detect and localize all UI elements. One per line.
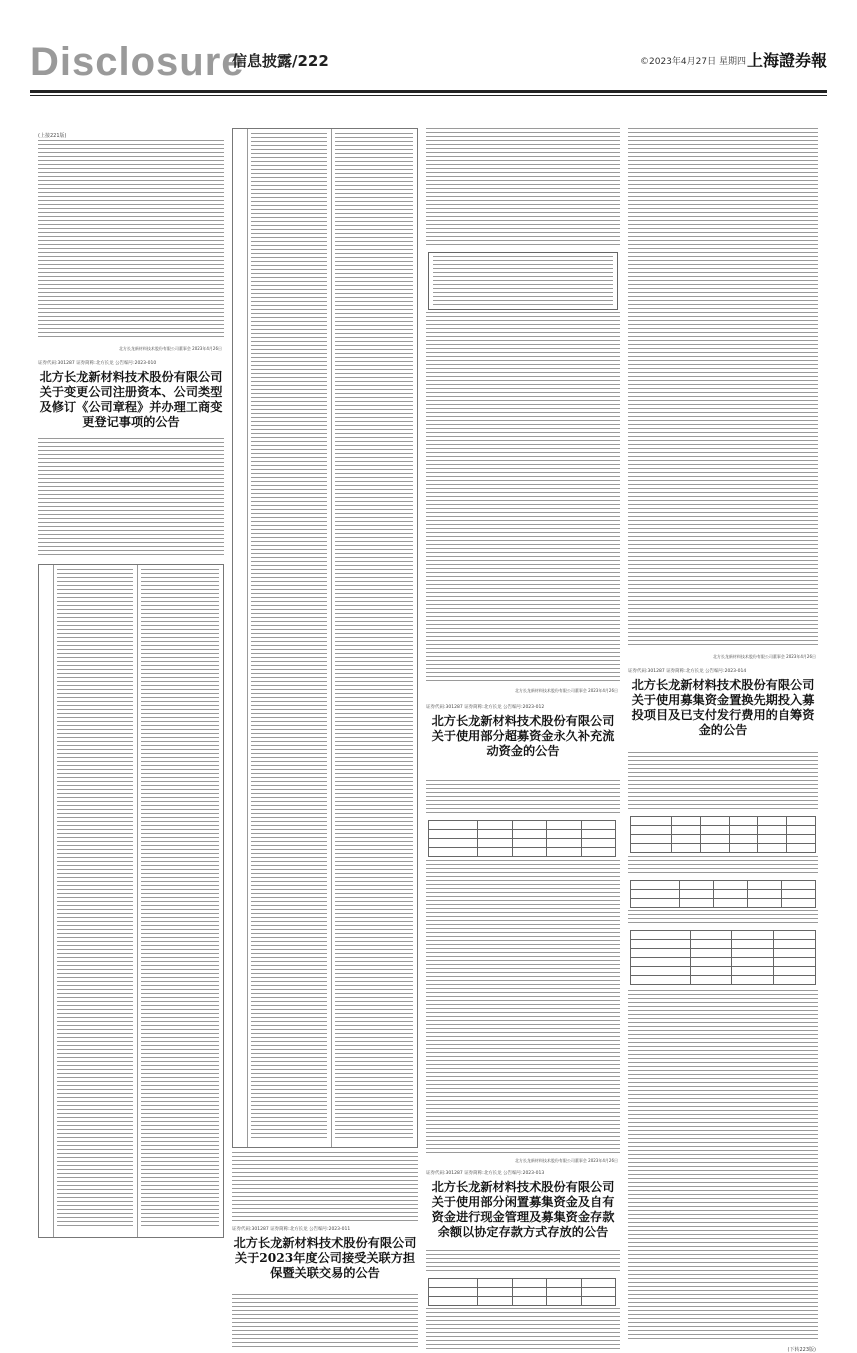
announcement-meta: 证券代码:301287 证券简称:北方长龙 公告编号:2023-011 (232, 1227, 351, 1232)
signature: 北方长龙新材料技术股份有限公司董事会 2023年4月26日 (514, 688, 618, 693)
announcement-title: 北方长龙新材料技术股份有限公司关于使用募集资金置换先期投入募投项目及已支付发行费用的自筹资金的公告 (631, 678, 815, 737)
body-text (232, 1294, 418, 1350)
masthead-rule (30, 90, 827, 93)
announcement-title: 北方长龙新材料技术股份有限公司关于使用部分闲置募集资金及自有资金进行现金管理及募集资金存款余额以协定存款方式存放的公告 (431, 1180, 615, 1239)
body-text (426, 860, 620, 1156)
company-info-table (428, 252, 618, 310)
announcement-meta: 证券代码:301287 证券简称:北方长龙 公告编号:2023-014 (628, 669, 747, 674)
articles-comparison-table-continued (232, 128, 418, 1148)
fund-usage-table (428, 820, 616, 857)
announcement-header (232, 1226, 418, 1281)
body-text (232, 1152, 418, 1222)
body-text (628, 856, 818, 876)
body-text (426, 1308, 620, 1352)
fund-usage-table (630, 880, 816, 908)
body-text (628, 752, 818, 812)
body-text (38, 140, 224, 340)
announcement-meta: 证券代码:301287 证券简称:北方长龙 公告编号:2023-013 (426, 1171, 545, 1176)
masthead-rule-thin (30, 95, 827, 96)
body-text (426, 128, 620, 248)
fund-usage-table (630, 930, 816, 985)
brand-logo: Disclosure (30, 40, 245, 84)
announcement-title: 北方长龙新材料技术股份有限公司关于使用部分超募资金永久补充流动资金的公告 (431, 714, 615, 758)
continued-to: (下转223版) (787, 1347, 816, 1353)
body-text (628, 910, 818, 926)
body-text (426, 780, 620, 816)
fund-usage-table (428, 1278, 616, 1306)
newspaper-name: 上海證券報 (746, 51, 827, 70)
masthead (30, 40, 827, 86)
signature: 北方长龙新材料技术股份有限公司董事会 2023年4月26日 (712, 654, 816, 659)
body-text (628, 990, 818, 1342)
body-text (628, 128, 818, 648)
signature: 北方长龙新材料技术股份有限公司董事会 2023年4月26日 (514, 1158, 618, 1163)
signature: 北方长龙新材料技术股份有限公司董事会 2023年4月26日 (118, 346, 222, 351)
announcement-header (426, 1170, 620, 1240)
announcement-header (628, 668, 818, 738)
articles-comparison-table (38, 564, 224, 1238)
announcement-meta: 证券代码:301287 证券简称:北方长龙 公告编号:2023-010 (38, 361, 157, 366)
announcement-title: 北方长龙新材料技术股份有限公司关于变更公司注册资本、公司类型及修订《公司章程》并办理工商变更登记事项的公告 (39, 370, 223, 429)
announcement-header (38, 360, 224, 430)
continued-from: (上接221版) (38, 133, 67, 139)
announcement-title: 北方长龙新材料技术股份有限公司关于2023年度公司接受关联方担保暨关联交易的公告 (233, 1236, 417, 1280)
body-text (38, 438, 224, 558)
body-text (426, 312, 620, 682)
fund-usage-table (630, 816, 816, 853)
announcement-meta: 证券代码:301287 证券简称:北方长龙 公告编号:2023-012 (426, 705, 545, 710)
section-title: 信息披露/222 (232, 52, 329, 70)
dateline: ©2023年4月27日 星期四 (640, 57, 746, 67)
announcement-header (426, 704, 620, 759)
